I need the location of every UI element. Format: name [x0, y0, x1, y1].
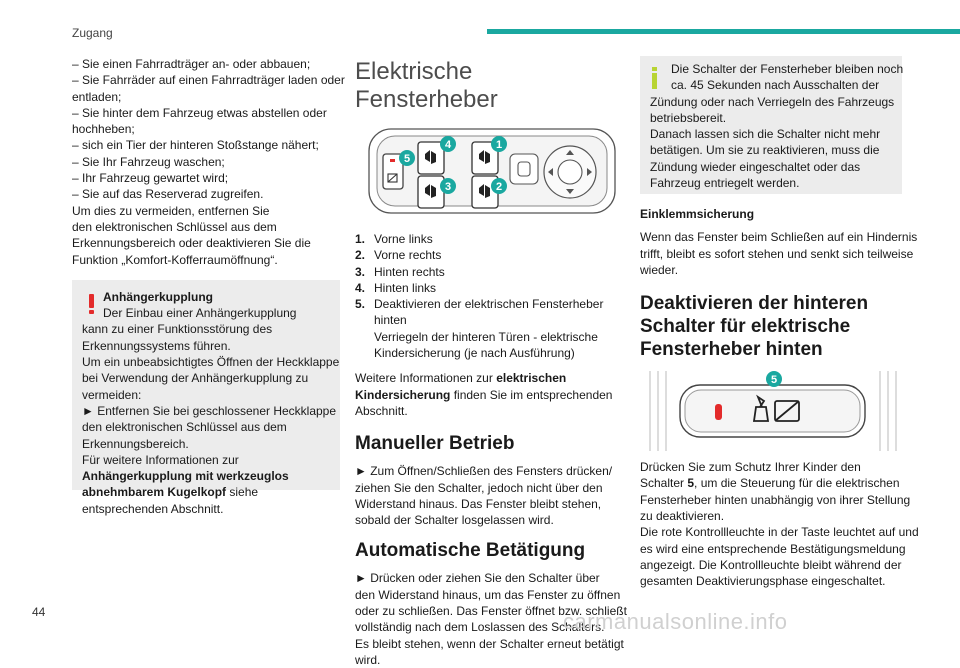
text-line: Die rote Kontrollleuchte in der Taste leuchtet auf und: [640, 525, 919, 540]
text-line: – Sie Fahrräder auf einen Fahrradträger laden oder: [72, 73, 345, 88]
text-line: [82, 484, 330, 500]
text-line: – Ihr Fahrzeug gewartet wird;: [72, 171, 229, 186]
text-line: hinten: [374, 313, 407, 328]
list-item: [355, 280, 621, 296]
subsection-title: Manueller Betrieb: [355, 433, 515, 455]
text-line: trifft, bleibt es sofort stehen und senkt sich teilweise: [640, 246, 914, 261]
watermark: carmanualsonline.info: [563, 609, 788, 634]
callout-5: [766, 371, 782, 387]
title-line: Fensterheber hinten: [640, 339, 823, 361]
text-line: – sich ein Tier der hinteren Stoßstange nähert;: [72, 138, 319, 153]
item-text: Hinten rechts: [374, 264, 445, 279]
text-line: – Sie Ihr Fahrzeug waschen;: [72, 154, 225, 169]
text-line: Für weitere Informationen zur: [82, 452, 239, 467]
text-line: – Sie hinter dem Fahrzeug etwas abstellen oder: [72, 105, 327, 120]
window-switch-panel-diagram: [355, 124, 619, 219]
deactivate-text: [640, 459, 919, 589]
header-accent-bar: [487, 29, 960, 34]
text-line: Zündung wieder eingeschaltet oder das: [650, 159, 861, 174]
text-line: Erkennungssystems führen.: [82, 338, 231, 353]
text-line: kann zu einer Funktionsstörung des: [82, 322, 273, 337]
page-number: 44: [32, 605, 46, 619]
warning-icon: [89, 294, 94, 314]
text-line: vermeiden:: [82, 387, 142, 402]
text-line: wird.: [355, 652, 381, 667]
text: siehe: [226, 485, 259, 500]
text-line: zu deaktivieren.: [640, 509, 725, 524]
deactivate-title: [640, 292, 902, 361]
text-line: entsprechenden Abschnitt.: [82, 501, 224, 516]
text-line: Erkennungsbereich oder deaktivieren Sie die: [72, 236, 311, 251]
list-item: [355, 247, 621, 263]
item-text: Deaktivieren der elektrischen Fensterheber: [374, 297, 604, 312]
bold-text: Kindersicherung: [355, 387, 451, 402]
text-line: entladen;: [72, 89, 122, 104]
text-line: Zündung oder nach Verriegeln des Fahrzeugs: [650, 94, 895, 109]
item-number: 4.: [355, 280, 366, 295]
right-column: [640, 56, 919, 590]
text-line: ► Zum Öffnen/Schließen des Fensters drücken/: [355, 464, 613, 479]
text-line: hochheben;: [72, 122, 135, 137]
text: , um die Steuerung für die elektrischen: [694, 476, 900, 491]
item-text: Vorne rechts: [374, 248, 442, 263]
section-title: Elektrische Fensterheber: [355, 58, 498, 113]
callout-1: [491, 136, 507, 152]
text-line: Verriegeln der hinteren Türen - elektrische: [374, 329, 598, 344]
text-line: betätigen. Um sie zu reaktivieren, muss die: [650, 143, 880, 158]
text-line: [640, 475, 902, 491]
text-line: Anhängerkupplung mit werkzeuglos: [82, 469, 289, 484]
text-line: den elektronischen Schlüssel aus dem: [72, 219, 277, 234]
list-item: [355, 264, 621, 280]
numbered-list: [355, 231, 621, 361]
callout-3: [440, 178, 456, 194]
text-line: ziehen Sie den Schalter, jedoch nicht über den: [355, 480, 603, 495]
text: finden Sie im entsprechenden: [450, 387, 613, 402]
text-line: [355, 370, 621, 386]
text-line: Um dies zu vermeiden, entfernen Sie: [72, 203, 270, 218]
item-number: 5.: [355, 297, 366, 312]
text-line: vollständig nach dem Loslassen des Schalters.: [355, 620, 605, 635]
list-item: [355, 231, 621, 247]
subsection-title: Automatische Betätigung: [355, 540, 586, 562]
svg-text:3: 3: [444, 181, 452, 193]
text-line: – Sie einen Fahrradträger an- oder abbauen;: [72, 57, 311, 71]
bold-text: elektrischen: [496, 371, 567, 386]
text-line: gesamten Deaktivierungsphase eingeschaltet.: [640, 574, 886, 589]
child-lock-button-diagram: [648, 367, 898, 455]
text-line: den elektronischen Schlüssel aus dem: [82, 420, 287, 435]
text-line: Um ein unbeabsichtigtes Öffnen der Heckklappe: [82, 355, 340, 370]
svg-text:4: 4: [444, 139, 452, 151]
text-line: Wenn das Fenster beim Schließen auf ein Hindernis: [640, 230, 918, 245]
item-number: 1.: [355, 232, 366, 246]
text-line: bei Verwendung der Anhängerkupplung zu: [82, 371, 309, 386]
text-line: Kindersicherung (je nach Ausführung): [374, 346, 575, 361]
left-column: [72, 56, 345, 516]
text-line: Funktion „Komfort-Kofferraumöffnung“.: [72, 252, 278, 267]
title-line: Deaktivieren der hinteren: [640, 293, 869, 315]
text-line: Fensterheber hinten unabhängig von ihrer Stellung: [640, 492, 911, 507]
text-line: Fahrzeug entriegelt werden.: [650, 176, 800, 191]
text-line: wieder.: [640, 262, 679, 277]
item-number: 3.: [355, 264, 366, 279]
info-box: [640, 56, 902, 194]
text-line: Es bleibt stehen, wenn der Schalter erneut betätigt: [355, 636, 624, 651]
text-line: Die Schalter der Fensterheber bleiben noch: [671, 62, 904, 76]
text-line: Der Einbau einer Anhängerkupplung: [103, 306, 297, 321]
info-icon: [652, 67, 657, 89]
list-item: [355, 296, 621, 312]
text-line: ca. 45 Sekunden nach Ausschalten der: [671, 78, 880, 93]
text-line: Widerstand hinaus. Das Fenster bleibt stehen,: [355, 496, 602, 511]
callout-4: [440, 136, 456, 152]
callout-2: [491, 178, 507, 194]
text-line: Abschnitt.: [355, 403, 408, 418]
svg-text:2: 2: [495, 181, 503, 193]
text-line: [355, 387, 621, 403]
warning-box: [72, 280, 340, 516]
bold-text: abnehmbarem Kugelkopf: [82, 485, 227, 500]
svg-text:5: 5: [403, 153, 411, 165]
bold-text: 5: [687, 476, 695, 491]
section-label: Zugang: [72, 26, 113, 40]
svg-text:5: 5: [770, 374, 778, 387]
warning-title: Anhängerkupplung: [103, 289, 213, 304]
text: Schalter: [640, 476, 688, 491]
svg-text:1: 1: [495, 139, 503, 151]
item-text: Vorne links: [374, 232, 433, 246]
text: Weitere Informationen zur: [355, 371, 497, 386]
callout-5: [399, 150, 415, 166]
item-text: Hinten links: [374, 280, 437, 295]
text-line: den Widerstand hinaus, um das Fenster zu öffnen: [355, 587, 621, 602]
text-line: Drücken Sie zum Schutz Ihrer Kinder den: [640, 460, 861, 475]
text-line: sobald der Schalter losgelassen wird.: [355, 513, 554, 528]
item-number: 2.: [355, 248, 366, 263]
text-line: betriebsbereit.: [650, 110, 727, 125]
text-line: – Sie auf das Reserverad zugreifen.: [72, 187, 264, 202]
text-line: ► Entfernen Sie bei geschlossener Heckklappe: [82, 403, 337, 418]
text-line: ► Drücken oder ziehen Sie den Schalter über: [355, 571, 600, 586]
more-info: [355, 370, 621, 419]
title-line: Schalter für elektrische: [640, 316, 851, 338]
text-line: oder zu schließen. Das Fenster öffnet bzw. schließt: [355, 604, 627, 619]
subsection-title: Einklemmsicherung: [640, 207, 755, 221]
middle-column: [355, 56, 627, 668]
text-line: Danach lassen sich die Schalter nicht mehr: [650, 127, 881, 142]
text-line: angezeigt. Die Kontrollleuchte bleibt während der: [640, 557, 902, 572]
text-line: Erkennungsbereich.: [82, 436, 189, 451]
text-line: es wird eine entsprechende Bestätigungsmeldung: [640, 541, 906, 556]
